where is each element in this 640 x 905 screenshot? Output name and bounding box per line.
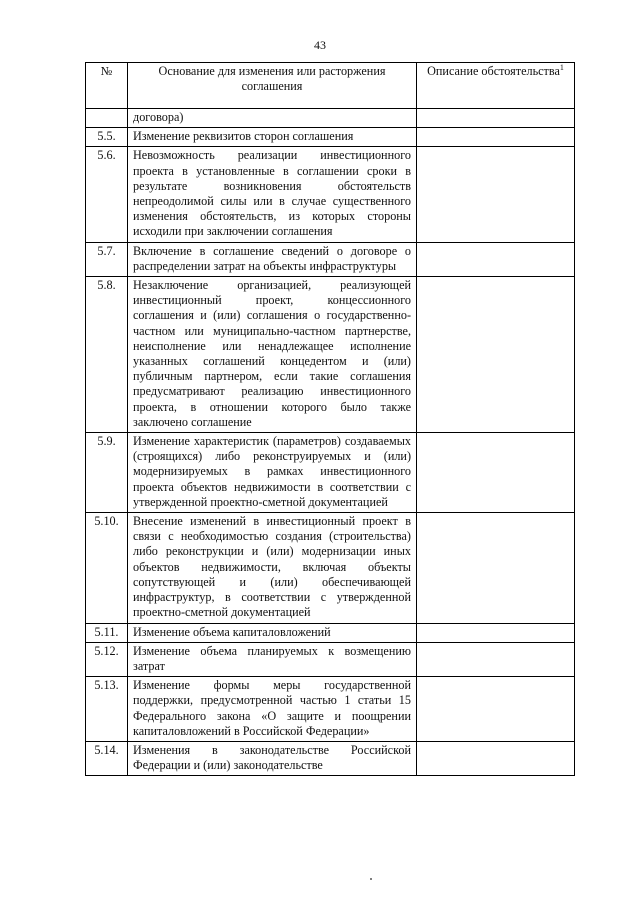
row-description	[417, 277, 575, 433]
row-description	[417, 677, 575, 742]
row-basis: Изменение реквизитов сторон соглашения	[128, 128, 417, 147]
row-description	[417, 623, 575, 642]
row-number: 5.13.	[86, 677, 128, 742]
row-basis: Изменение объема капиталовложений	[128, 623, 417, 642]
table-row	[86, 433, 575, 513]
table-row	[86, 741, 575, 775]
row-number: 5.6.	[86, 147, 128, 242]
row-basis: Включение в соглашение сведений о договоре о распределении затрат на объекты инфраструктуры	[128, 242, 417, 276]
table-row	[86, 642, 575, 676]
table-row	[86, 513, 575, 623]
scan-speck	[370, 878, 372, 880]
header-basis: Основание для изменения или расторжения соглашения	[128, 63, 417, 109]
row-number: 5.10.	[86, 513, 128, 623]
page-number: 43	[314, 38, 326, 52]
row-number: 5.14.	[86, 741, 128, 775]
table-body	[86, 109, 575, 776]
footnote-marker: 1	[559, 62, 564, 72]
table-row	[86, 147, 575, 242]
row-description	[417, 433, 575, 513]
table-row	[86, 109, 575, 128]
row-number: 5.9.	[86, 433, 128, 513]
row-basis: Изменение объема планируемых к возмещению затрат	[128, 642, 417, 676]
table-row	[86, 242, 575, 276]
row-description	[417, 741, 575, 775]
row-basis: Изменения в законодательстве Российской Федерации и (или) законодательстве	[128, 741, 417, 775]
header-description	[417, 63, 575, 109]
circumstances-table	[85, 62, 575, 776]
table-header	[86, 63, 575, 109]
table-row	[86, 277, 575, 433]
row-number: 5.12.	[86, 642, 128, 676]
row-number: 5.11.	[86, 623, 128, 642]
row-description	[417, 513, 575, 623]
row-description	[417, 147, 575, 242]
row-basis: договора)	[128, 109, 417, 128]
row-basis: Невозможность реализации инвестиционного проекта в установленные в соглашении сроки в результате возникновения обстоятельств непреодолимой силы или в случае существенного изменения обстоятельств, из которых стороны исходили при заключении соглашения	[128, 147, 417, 242]
row-number	[86, 109, 128, 128]
row-description	[417, 242, 575, 276]
row-basis: Незаключение организацией, реализующей инвестиционный проект, концессионного соглашения и (или) соглашения о государственно-частном или муниципально-частном партнерстве, неисполнение или ненадлежащее исполнение указанных соглашений концедентом и (или) публичным партнером, если такие соглашения предусматривают реализацию инвестиционного проекта, в отношении которого было также заключено соглашение	[128, 277, 417, 433]
row-basis: Изменение формы меры государственной поддержки, предусмотренной частью 1 статьи 15 Федерального закона «О защите и поощрении капиталовложений в Российской Федерации»	[128, 677, 417, 742]
header-description-text: Описание обстоятельства	[427, 64, 560, 78]
row-description	[417, 128, 575, 147]
row-description	[417, 642, 575, 676]
table-row	[86, 128, 575, 147]
table-row	[86, 677, 575, 742]
row-basis: Внесение изменений в инвестиционный проект в связи с необходимостью создания (строительства) либо реконструкции и (или) модернизации иных объектов недвижимости, включая объекты сопутствующей и (или) обеспечивающей инфраструктур, в соответствии с утвержденной проектно-сметной документацией	[128, 513, 417, 623]
row-description	[417, 109, 575, 128]
row-number: 5.7.	[86, 242, 128, 276]
row-number: 5.8.	[86, 277, 128, 433]
table-row	[86, 623, 575, 642]
row-basis: Изменение характеристик (параметров) создаваемых (строящихся) либо реконструируемых и (или) модернизируемых в рамках инвестиционного проекта объектов недвижимости в соответствии с утвержденной проектно-сметной документацией	[128, 433, 417, 513]
row-number: 5.5.	[86, 128, 128, 147]
header-number: №	[86, 63, 128, 109]
